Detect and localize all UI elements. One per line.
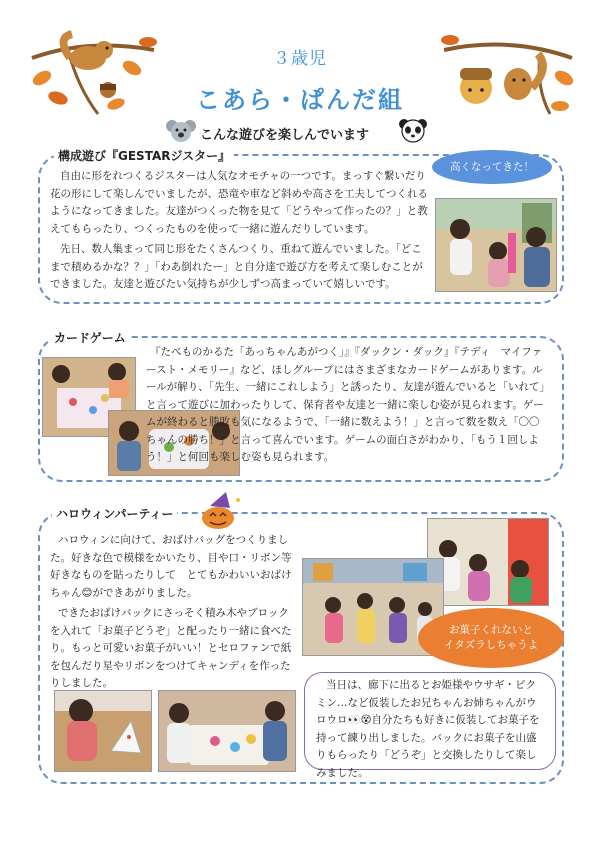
grade-title: ３歳児 [273,49,327,69]
photo-children-stacking-blocks [435,198,557,292]
section2-text: 『たべものかるた「あっちゃんあがつく」』『ダックン・ダック』『テディ マイファースト・メモリー』など、ほしグループにはさまざまなカードゲームがあります。ルールが解り、「先生、一緒にこれしよう」と誘ったり、友達が遊んでいると「いれて」と言って遊びに加わったりして、保育者や友達と一緒に楽しむ姿が見られます。ゲームが終わると勝敗も気になるようで、「一緒に数えよう！」と言って数を数え「〇〇ちゃんの勝ち！」と言って喜んでいます。ゲームの面白さがわかり、「もう１回しよう！」と何回も楽しむ姿も見られます。 [146,346,545,463]
section3-paragraph-1: ハロウィンに向けて、おばけバッグをつくりました。好きな色で模様をかいたり、目や口・リボン等好きなものを貼ったりして とてもかわいいおばけちゃん😊ができあがりました。 [50,534,292,599]
page-subtitle: こんな遊びを楽しんでいます [200,128,370,143]
speech-bubble-trick-or-treat [418,608,564,668]
halloween-day-note: 当日は、廊下に出るとお姫様やウサギ・ピクミン…など仮装したお兄ちゃんお姉ちゃんがウロウロ👀😵自分たちも好きに仮装してお菓子を持って練り出しました。バックにお菓子を山盛りもらったり「どうぞ」と交換したりして楽しみました。 [316,679,540,779]
photo-making-candy [158,690,296,772]
speech-bubble-taller: 高くなってきた！ [432,150,552,184]
photo-halloween-costumes [427,518,549,606]
photo-making-ghost-bag [54,690,152,772]
section1-title: 構成遊び『GESTARジスター』 [54,147,234,164]
bubble-line-2: イタズラしちゃうよ [443,639,539,651]
panda-icon [398,117,428,143]
koala-icon [166,117,196,143]
section1-paragraph-2: 先日、数人集まって同じ形をたくさんつくり、重ねて遊んでいました。「どこまで積めるかな？？」「わあ倒れたー」と自分達で遊び方を考えて楽しむことができました。友達と遊びたい気持ちが少しずつ高まっていて嬉しいです。 [50,243,423,290]
class-name-title: こあら・ぱんだ組 [196,86,404,114]
witch-pumpkin-illustration [196,490,246,530]
section1-paragraph-1: 自由に形をれつくるジスターは人気なオモチャの一つです。まっすぐ繋いだり花の形にして楽しんでいましたが、恐竜や車など斜めや高さを工夫してつくれるようになってきました。友達がつくった物を見て「どうやって作ったの？」と教えてもらったり、つくったものを使って一緒に遊んだりしています。 [50,170,428,235]
section3-paragraph-2: できたおばけバックにさっそく積み木やブロックを入れて「お菓子どうぞ」と配ったり一緒に食べたり。もっと可愛いお菓子がいい！とセロファンで紙を包んだり星やリボンをつけてキャンディを作ったりしました。 [50,607,292,689]
section2-title: カードゲーム [50,329,130,346]
section3-title: ハロウィンパーティー [52,505,177,522]
bubble-line-1: お菓子くれないと [449,624,533,636]
